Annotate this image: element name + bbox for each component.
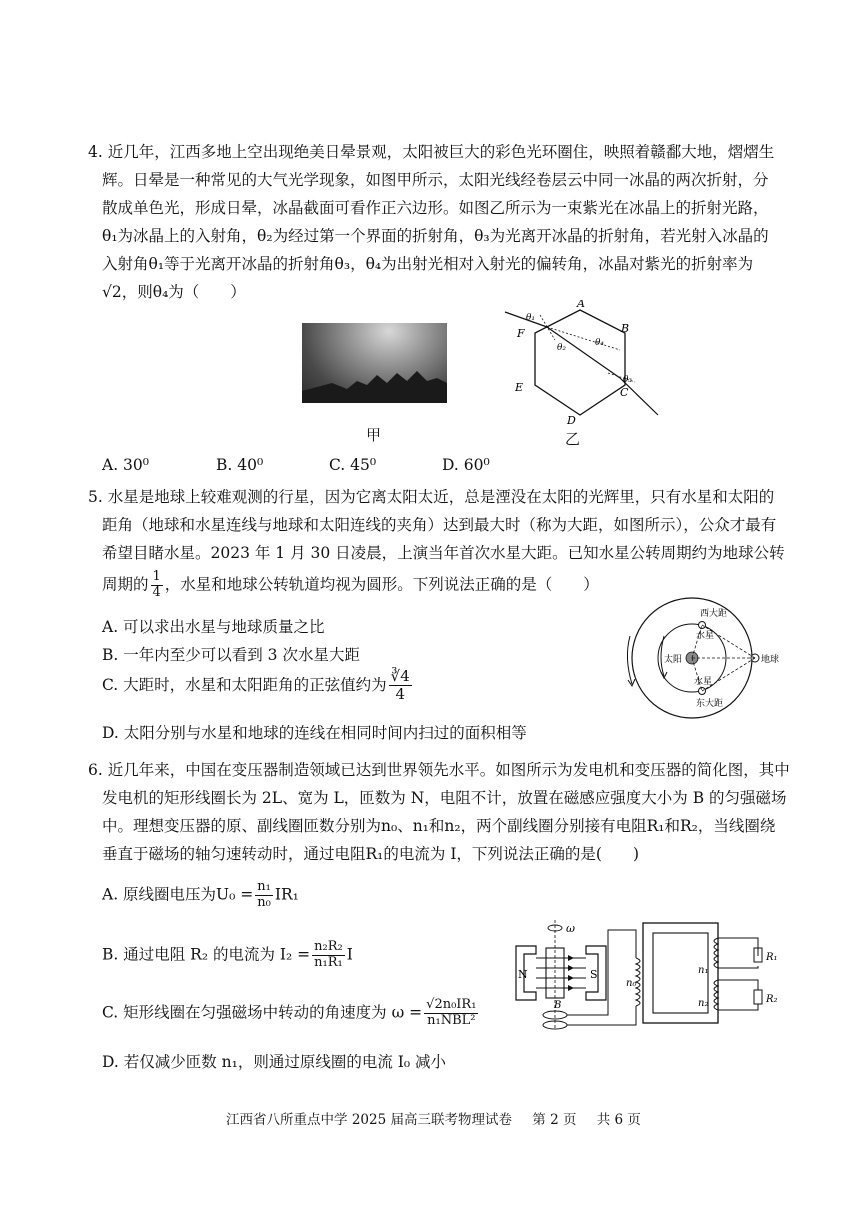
q4-line-2: 辉。日晕是一种常见的大气光学现象，如图甲所示，太阳光线经卷层云中同一冰晶的两次折射，分 — [102, 171, 769, 189]
q5-line-4-pre: 周期的 — [102, 575, 149, 594]
vertex-D: D — [567, 414, 576, 427]
fraction-n1-n0: $\frac{\text{n₁}}{\text{n₀}}$ — [257, 879, 271, 910]
q5-line-2: 距角（地球和水星连线与地球和太阳连线的夹角）达到最大时（称为大距，如图所示），公众才最有 — [102, 516, 777, 534]
q5-line-4 — [102, 570, 599, 601]
fig-jia-caption: 甲 — [366, 426, 382, 444]
q5-line-4-post: ，水星和地球公转轨道均视为圆形。下列说法正确的是（ ） — [164, 575, 599, 594]
q5-option-c-text: C. 大距时，水星和太阳距角的正弦值约为 — [102, 675, 387, 694]
q4-line-1: 4. 近几年，江西多地上空出现绝美日晕景观，太阳被巨大的彩色光环圈住，映照着赣鄱大地，熠熠生 — [88, 143, 775, 161]
hexagon — [535, 310, 625, 415]
q6-option-a[interactable] — [102, 880, 299, 911]
q5-option-d[interactable]: D. 太阳分别与水星和地球的连线在相同时间内扫过的面积相等 — [102, 724, 527, 742]
label-r1: R₁ — [766, 952, 778, 963]
vertex-A: A — [577, 300, 585, 310]
vertex-C: C — [620, 386, 629, 399]
footer-page: 第 2 页 — [532, 1112, 577, 1128]
q6-line-2: 发电机的矩形线圈长为 2L、宽为 L，匝数为 N，电阻不计，放置在磁感应强度大小为 B 的匀强磁场 — [102, 789, 787, 807]
q6-option-c[interactable] — [102, 998, 480, 1029]
q4-option-b[interactable]: B. 40⁰ — [216, 456, 264, 474]
q4-option-d[interactable]: D. 60⁰ — [442, 456, 490, 474]
q6-option-b-post: I — [346, 945, 353, 964]
fraction-quarter: $\frac{1}{4}$ — [152, 569, 161, 600]
sun-halo-photo — [302, 323, 447, 403]
q5-option-a[interactable]: A. 可以求出水星与地球质量之比 — [102, 618, 325, 636]
label-theta3: θ₃ — [623, 375, 633, 385]
orbit-direction-arrow — [627, 636, 632, 684]
label-b: B — [554, 1000, 562, 1011]
q4-line-3: 散成单色光，形成日晕，冰晶截面可看作正六边形。如图乙所示为一束紫光在冰晶上的折射光路， — [102, 199, 769, 217]
q4-line-5: 入射角θ₁等于光离开冰晶的折射角θ₃，θ₄为出射光相对入射光的偏转角，冰晶对紫光的折射率为 — [102, 255, 754, 273]
q4-line-6: √2，则θ₄为（ ） — [102, 283, 246, 301]
q4-line-4: θ₁为冰晶上的入射角，θ₂为经过第一个界面的折射角，θ₃为光离开冰晶的折射角，若光射入冰晶的 — [102, 227, 769, 245]
footer-school: 江西省八所重点中学 2025 届高三联考物理试卷 — [226, 1112, 512, 1128]
fraction-omega: $\frac{\text{√2n₀IR₁}}{\text{n₁NBL²}}$ — [426, 997, 477, 1028]
footer-total: 共 6 页 — [596, 1112, 641, 1128]
generator-transformer-diagram — [508, 918, 790, 1043]
label-s-pole: S — [590, 968, 598, 981]
label-mercury-2: 水星 — [694, 677, 713, 687]
q5-option-c[interactable] — [102, 668, 414, 704]
q6-option-d[interactable]: D. 若仅减少匝数 n₁，则通过原线圈的电流 I₀ 减小 — [102, 1053, 447, 1071]
q6-option-c-text: C. 矩形线圈在匀强磁场中转动的角速度为 ω = — [102, 1003, 423, 1022]
primary-coil — [636, 958, 640, 1006]
label-sun: 太阳 — [664, 655, 683, 665]
label-omega: ω — [566, 922, 575, 935]
resistor-r2 — [754, 990, 762, 1004]
vertex-E: E — [515, 381, 524, 394]
label-theta1: θ₁ — [526, 313, 536, 323]
vertex-B: B — [621, 322, 630, 335]
q6-line-1: 6. 近几年来，中国在变压器制造领域已达到世界领先水平。如图所示为发电机和变压器的简化图，其中 — [88, 761, 790, 779]
q5-line-3: 希望目睹水星。2023 年 1 月 30 日凌晨，上演当年首次水星大距。已知水星公转周期约为地球公转 — [102, 544, 785, 562]
label-theta4: θ₄ — [595, 338, 605, 348]
page-footer — [0, 1108, 867, 1128]
label-earth: 地球 — [761, 655, 780, 665]
fraction-cuberoot4-over-4: $\frac{∛4}{4}$ — [390, 667, 410, 704]
q5-line-1: 5. 水星是地球上较难观测的行星，因为它离太阳太近，总是湮没在太阳的光辉里，只有水星和太阳的 — [88, 488, 775, 506]
q6-option-a-text: A. 原线圈电压为U₀ = — [102, 885, 254, 904]
label-mercury-1: 水星 — [696, 631, 715, 641]
label-west-elongation: 西大距 — [700, 609, 728, 619]
q6-option-b-text: B. 通过电阻 R₂ 的电流为 I₂ = — [102, 945, 311, 964]
label-theta2: θ₂ — [557, 343, 567, 353]
fig-yi-caption: 乙 — [565, 430, 581, 448]
q4-option-a[interactable]: A. 30⁰ — [102, 456, 149, 474]
mercury-elongation-diagram — [618, 596, 793, 731]
label-n2: n₂ — [698, 998, 709, 1009]
fraction-n2R2-n1R1: $\frac{\text{n₂R₂}}{\text{n₁R₁}}$ — [314, 939, 343, 970]
q6-option-a-post: IR₁ — [274, 885, 299, 904]
label-n0: n₀ — [626, 978, 637, 989]
q6-option-b[interactable] — [102, 940, 353, 971]
q6-line-4: 垂直于磁场的轴匀速转动时，通过电阻R₁的电流为 I，下列说法正确的是( ) — [102, 845, 640, 863]
vertex-F: F — [517, 327, 525, 340]
label-n1: n₁ — [698, 965, 709, 976]
q6-line-3: 中。理想变压器的原、副线圈匝数分别为n₀、n₁和n₂，两个副线圈分别接有电阻R₁和R₂，当线圈绕 — [102, 817, 776, 835]
ice-crystal-hexagon-diagram — [500, 300, 670, 430]
label-n-pole: N — [518, 968, 528, 981]
q5-option-b[interactable]: B. 一年内至少可以看到 3 次水星大距 — [102, 646, 360, 664]
label-r2: R₂ — [766, 994, 778, 1005]
label-east-elongation: 东大距 — [696, 699, 724, 709]
q4-option-c[interactable]: C. 45⁰ — [329, 456, 377, 474]
